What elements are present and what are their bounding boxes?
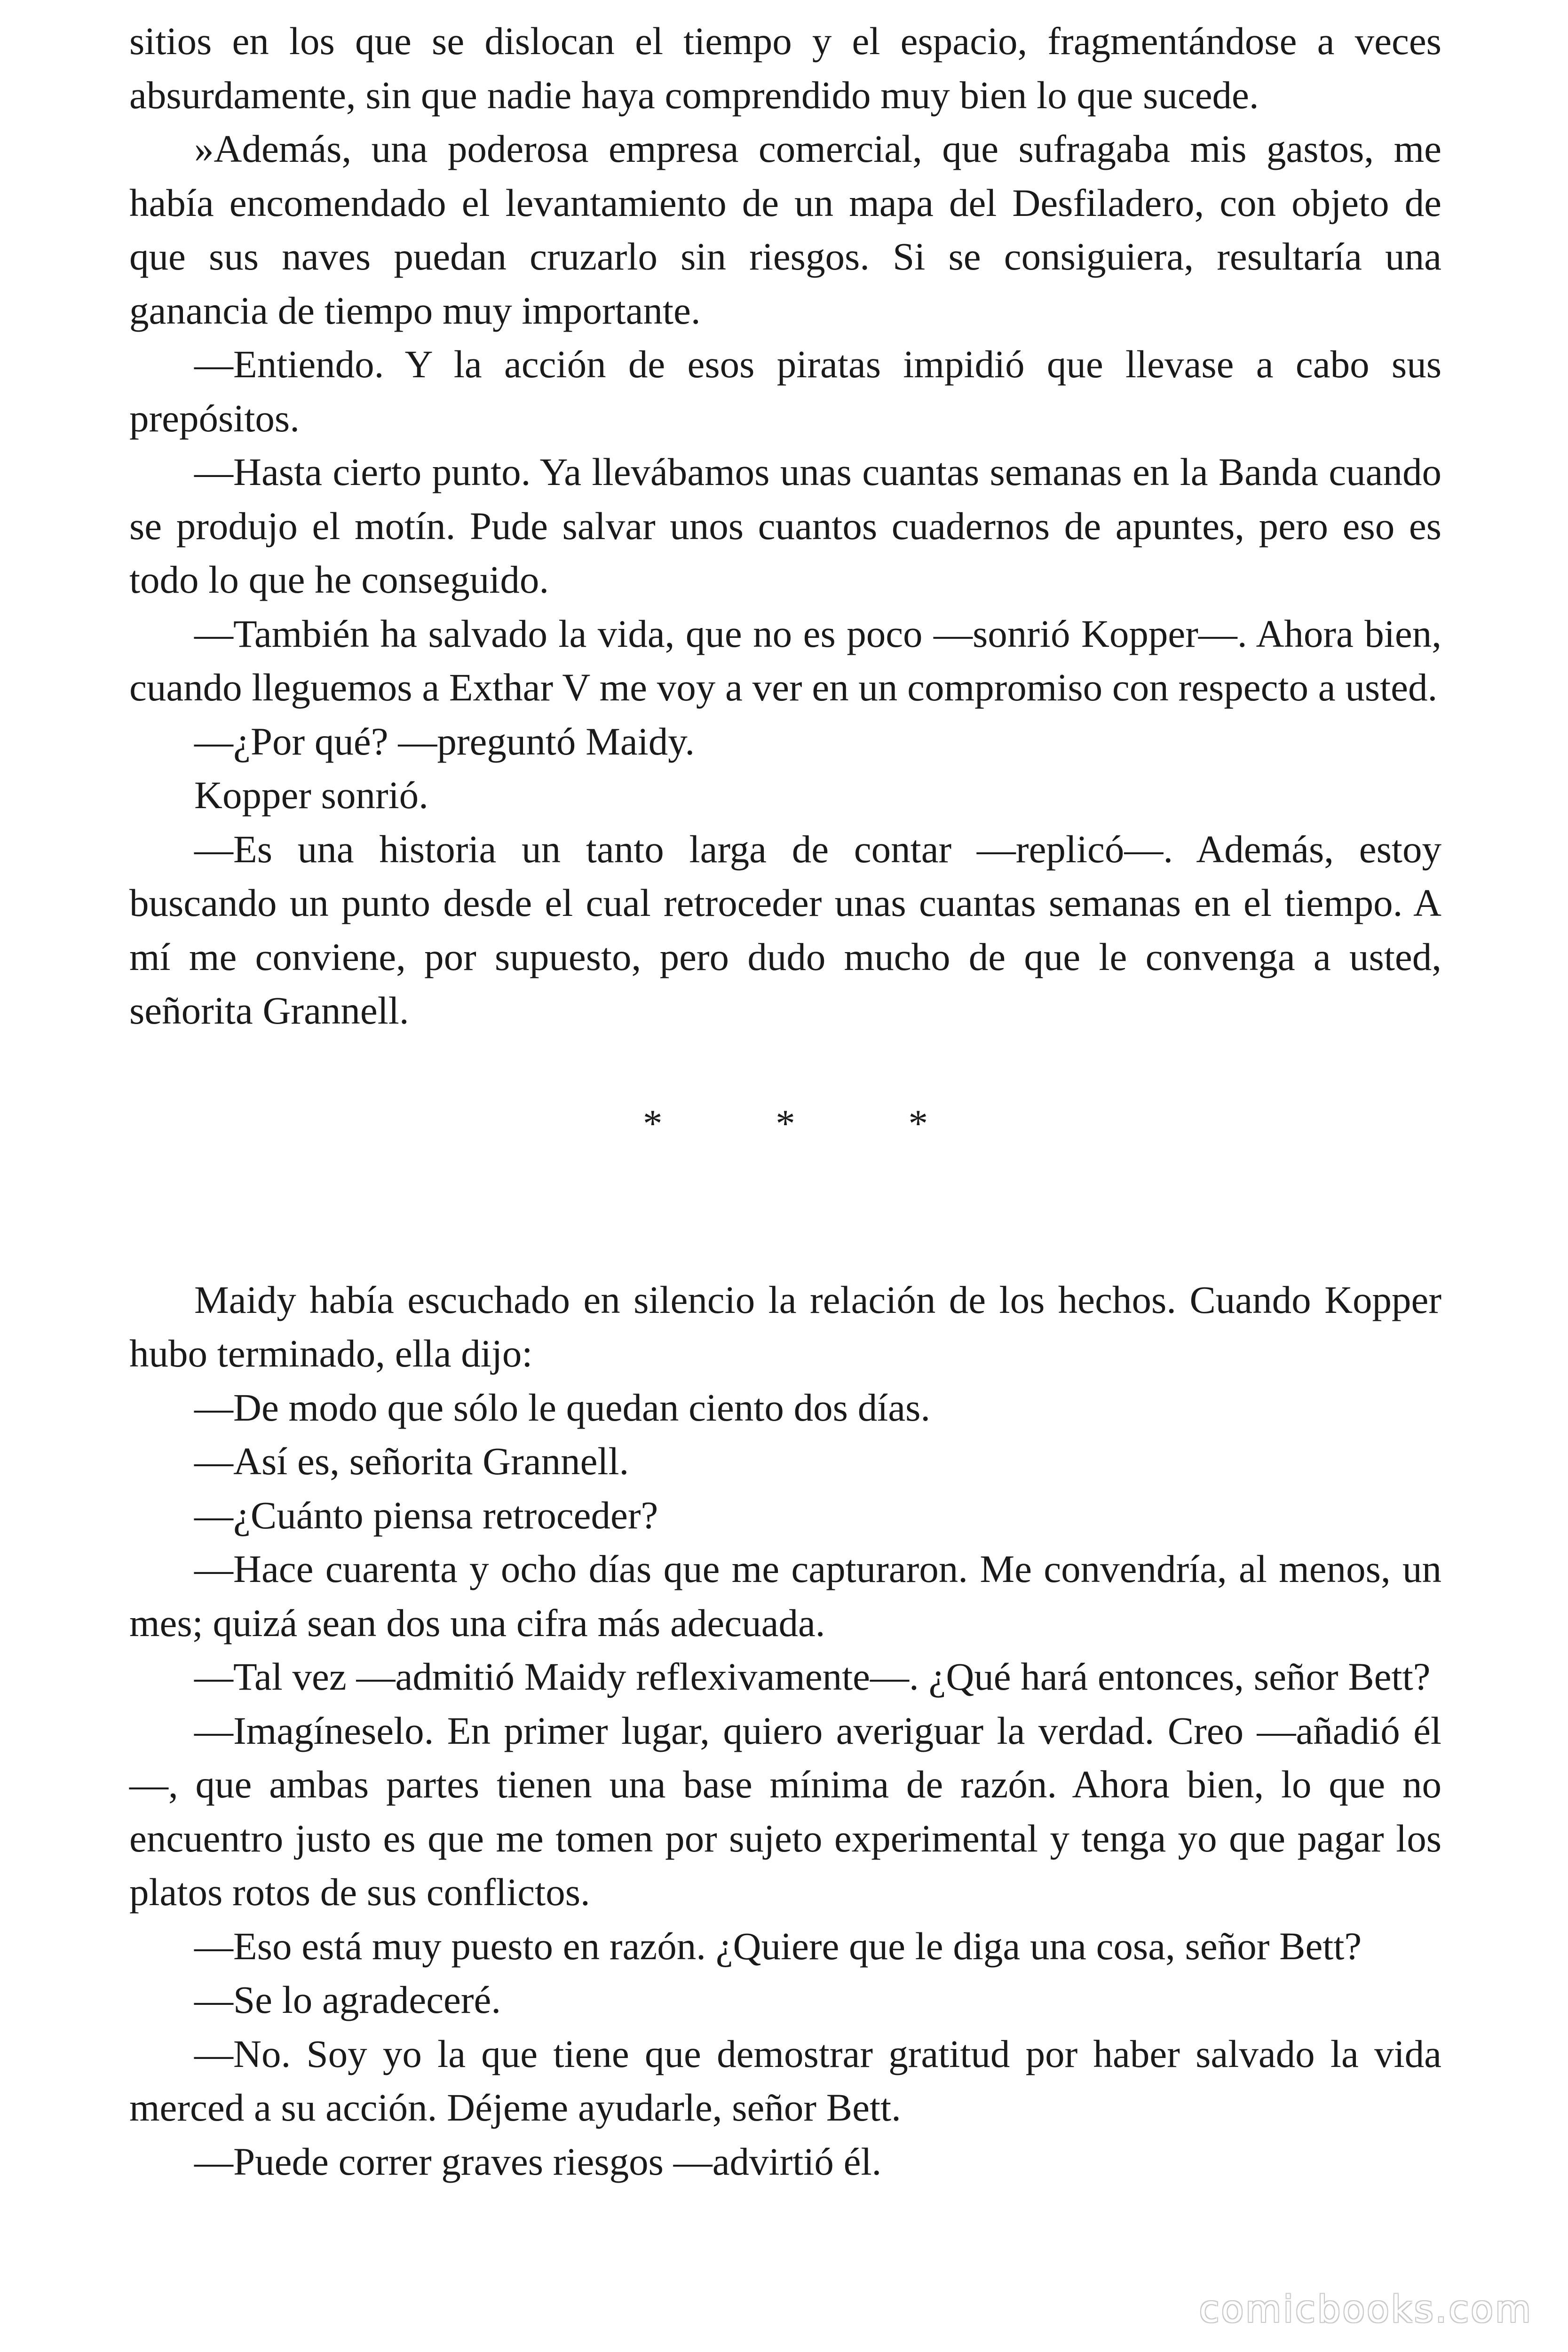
- paragraph: —De modo que sólo le quedan ciento dos días.: [194, 1385, 931, 1429]
- paragraph: —Eso está muy puesto en razón. ¿Quiere que le diga una cosa, señor Bett?: [194, 1924, 1362, 1968]
- paragraph: —Entiendo. Y la acción de esos piratas impidió que llevase a cabo sus prepósitos.: [129, 342, 1441, 440]
- paragraph: —Se lo agradeceré.: [194, 1978, 501, 2021]
- paragraph: —Así es, señorita Grannell.: [194, 1439, 629, 1483]
- paragraph: —¿Por qué? —preguntó Maidy.: [194, 719, 695, 763]
- paragraph: —Imagíneselo. En primer lugar, quiero averiguar la verdad. Creo —añadió él—, que ambas partes tienen una base mínima de razón. Ahora bien, lo que no encuentro justo es que me tomen por sujeto experimental y tenga yo que pagar los platos rotos de sus conflictos.: [129, 1708, 1441, 1914]
- watermark: comicbooks.com: [1199, 2288, 1533, 2331]
- paragraph: —Es una historia un tanto larga de contar —replicó—. Además, estoy buscando un punto desde el cual retroceder unas cuantas semanas en el tiempo. A mí me conviene, por supuesto, pero dudo mucho de que le convenga a usted, señorita Grannell.: [129, 827, 1441, 1032]
- paragraph: —Hace cuarenta y ocho días que me capturaron. Me convendría, al menos, un mes; quizá sean dos una cifra más adecuada.: [129, 1547, 1441, 1645]
- paragraph: »Además, una poderosa empresa comercial, que sufragaba mis gastos, me había encomendado el levantamiento de un mapa del Desfiladero, con objeto de que sus naves puedan cruzarlo sin riesgos. Si se consiguiera, resultaría una ganancia de tiempo muy importante.: [129, 127, 1441, 332]
- paragraph: sitios en los que se dislocan el tiempo y el espacio, fragmentándose a veces absurdamente, sin que nadie haya comprendido muy bien lo que sucede.: [129, 19, 1441, 117]
- section-separator: * * *: [643, 1101, 980, 1145]
- paragraph: Kopper sonrió.: [194, 773, 428, 817]
- paragraph: Maidy había escuchado en silencio la relación de los hechos. Cuando Kopper hubo terminado, ella dijo:: [129, 1278, 1441, 1375]
- paragraph: —También ha salvado la vida, que no es poco —sonrió Kopper—. Ahora bien, cuando lleguemos a Exthar V me voy a ver en un compromiso con respecto a usted.: [129, 612, 1441, 709]
- paragraph: —Hasta cierto punto. Ya llevábamos unas cuantas semanas en la Banda cuando se produjo el motín. Pude salvar unos cuantos cuadernos de apuntes, pero eso es todo lo que he conseguido.: [129, 450, 1441, 601]
- paragraph: —¿Cuánto piensa retroceder?: [194, 1493, 658, 1537]
- paragraph: —No. Soy yo la que tiene que demostrar gratitud por haber salvado la vida merced a su acción. Déjeme ayudarle, señor Bett.: [129, 2032, 1441, 2129]
- paragraph: —Tal vez —admitió Maidy reflexivamente—. ¿Qué hará entonces, señor Bett?: [194, 1655, 1431, 1698]
- book-page: [129, 14, 1441, 2188]
- paragraph: —Puede correr graves riesgos —advirtió él.: [194, 2139, 882, 2183]
